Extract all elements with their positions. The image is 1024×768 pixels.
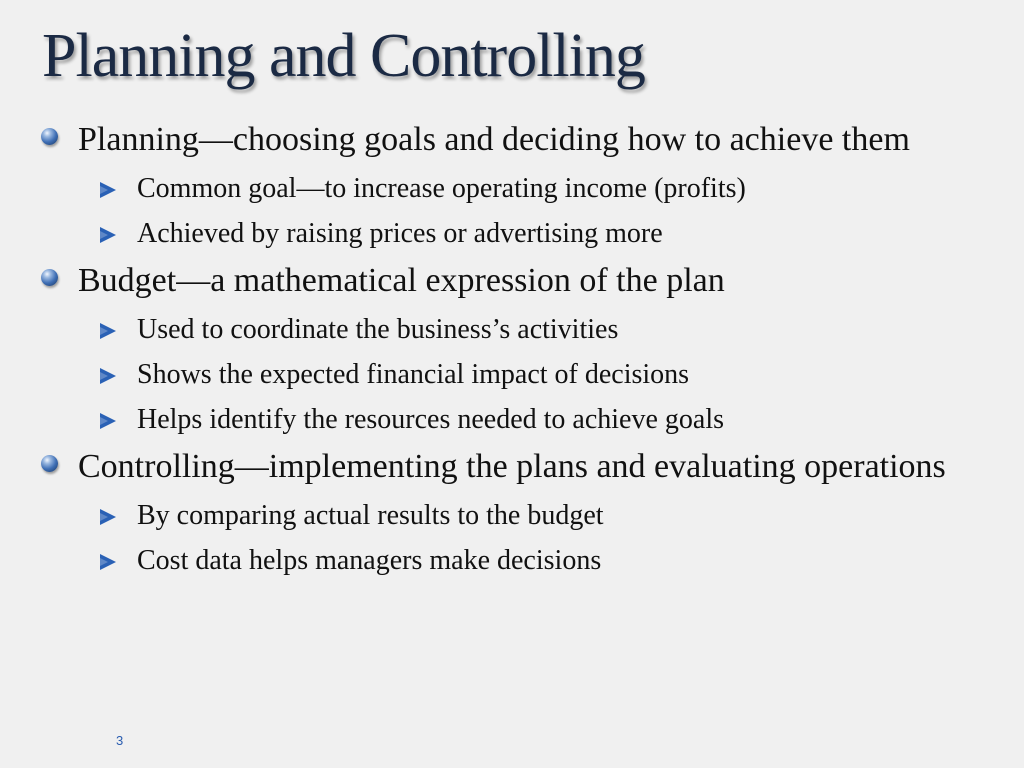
slide-title: Planning and Controlling xyxy=(42,22,645,90)
triangle-bullet-icon xyxy=(100,509,116,525)
bullet-item xyxy=(40,118,990,161)
triangle-bullet-icon xyxy=(100,182,116,198)
orb-bullet-icon xyxy=(41,269,58,286)
sub-bullet-text: By comparing actual results to the budget xyxy=(137,500,604,531)
sub-bullet-text: Achieved by raising prices or advertising more xyxy=(137,218,663,249)
triangle-bullet-icon xyxy=(100,368,116,384)
bullet-text: Controlling—implementing the plans and evaluating operations xyxy=(78,448,946,485)
sub-bullet-text: Cost data helps managers make decisions xyxy=(137,545,602,576)
triangle-bullet-icon xyxy=(100,413,116,429)
sub-bullet-item xyxy=(40,313,990,347)
bullet-text: Planning—choosing goals and deciding how to achieve them xyxy=(78,121,910,158)
sub-bullet-item xyxy=(40,217,990,251)
page-number: 3 xyxy=(116,733,124,748)
bullet-text: Budget—a mathematical expression of the plan xyxy=(78,262,725,299)
sub-bullet-text: Used to coordinate the business’s activities xyxy=(137,314,619,345)
sub-bullet-text: Helps identify the resources needed to achieve goals xyxy=(137,404,725,435)
triangle-bullet-icon xyxy=(100,554,116,570)
triangle-bullet-icon xyxy=(100,227,116,243)
sub-bullet-item xyxy=(40,172,990,206)
bullet-item xyxy=(40,259,990,302)
orb-bullet-icon xyxy=(41,128,58,145)
sub-bullet-item xyxy=(40,499,990,533)
sub-bullet-text: Shows the expected financial impact of decisions xyxy=(137,359,690,390)
triangle-bullet-icon xyxy=(100,323,116,339)
sub-bullet-item xyxy=(40,403,990,437)
bullet-list xyxy=(40,118,990,578)
orb-bullet-icon xyxy=(41,455,58,472)
bullet-item xyxy=(40,445,990,488)
sub-bullet-text: Common goal—to increase operating income (profits) xyxy=(137,173,746,204)
sub-bullet-item xyxy=(40,358,990,392)
sub-bullet-item xyxy=(40,544,990,578)
